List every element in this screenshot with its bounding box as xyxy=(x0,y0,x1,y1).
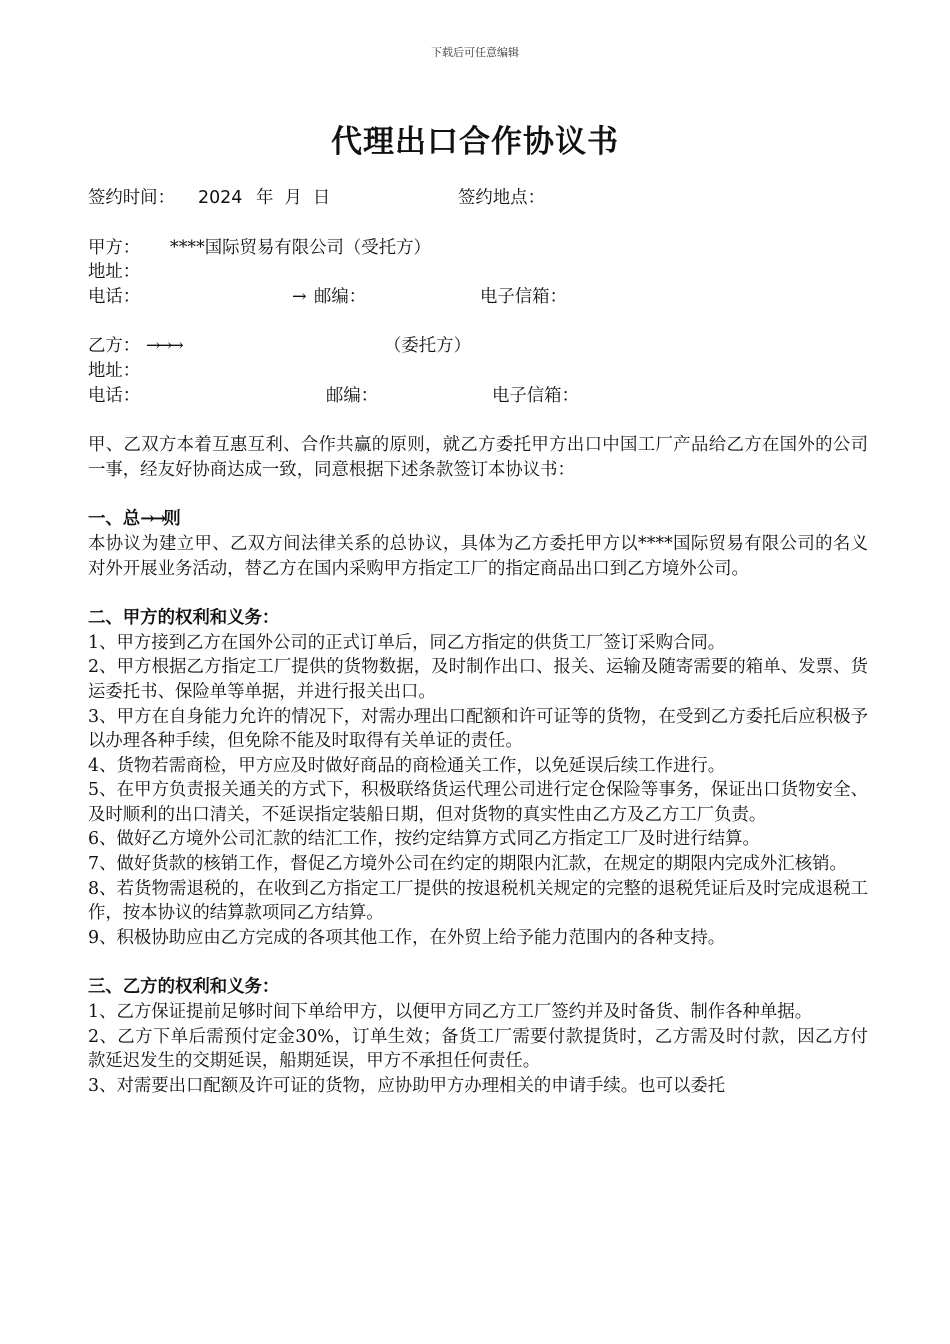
list-item: 1、乙方保证提前足够时间下单给甲方，以便甲方同乙方工厂签约并及时备货、制作各种单据。 xyxy=(88,1002,813,1023)
party-a-address xyxy=(88,260,868,285)
list-item: 5、在甲方负责报关通关的方式下，积极联络货运代理公司进行定仓保险等事务，保证出口货物安全、及时顺利的出口清关，不延误指定装船日期，但对货物的真实性由乙方及乙方工厂负责。 xyxy=(88,780,868,825)
party-b-label: 乙方： xyxy=(88,336,141,357)
section-general-heading xyxy=(88,507,868,532)
section-general-heading-b: 则 xyxy=(163,509,181,530)
party-b-line xyxy=(88,334,868,359)
sign-date-units: 年 月 日 xyxy=(256,188,331,208)
party-a-label: 甲方： xyxy=(88,237,141,258)
list-item: 4、货物若需商检，甲方应及时做好商品的商检通关工作，以免延误后续工作进行。 xyxy=(88,755,726,776)
list-item: 1、甲方接到乙方在国外公司的正式订单后，同乙方指定的供货工厂签订采购合同。 xyxy=(88,632,726,653)
party-b-postcode-label: 邮编： xyxy=(326,385,379,406)
list-item: 2、乙方下单后需预付定金30%，订单生效；备货工厂需要付款提货时，乙方需及时付款，因乙方付款延迟发生的交期延误，船期延误，甲方不承担任何责任。 xyxy=(88,1026,868,1072)
signing-line xyxy=(88,186,868,211)
section-party-a-heading: 二、甲方的权利和义务： xyxy=(88,608,280,629)
party-a-address-label: 地址： xyxy=(88,262,141,283)
intro-paragraph: 甲、乙双方本着互惠互利、合作共赢的原则，就乙方委托甲方出口中国工厂产品给乙方在国外的公司一事，经友好协商达成一致，同意根据下述条款签订本协议书： xyxy=(88,435,868,480)
party-b-contact xyxy=(88,384,868,409)
list-item: 9、积极协助应由乙方完成的各项其他工作，在外贸上给予能力范围内的各种支持。 xyxy=(88,927,726,948)
sign-place-label: 签约地点： xyxy=(458,188,545,208)
list-item: 6、做好乙方境外公司汇款的结汇工作，按约定结算方式同乙方指定工厂及时进行结算。 xyxy=(88,829,760,850)
document-title: 代理出口合作协议书 xyxy=(331,124,619,160)
party-b-phone-label: 电话： xyxy=(88,385,141,406)
sign-year: 2024 xyxy=(198,188,243,208)
party-b-email-label: 电子信箱： xyxy=(492,385,579,406)
section-general-heading-a: 一、总 xyxy=(88,509,141,530)
section-party-b-heading: 三、乙方的权利和义务： xyxy=(88,977,280,998)
party-b-address xyxy=(88,359,868,384)
list-item: 3、对需要出口配额及许可证的货物，应协助甲方办理相关的申请手续。也可以委托 xyxy=(88,1075,726,1096)
party-a-contact xyxy=(88,285,868,310)
party-a-arrow: → xyxy=(292,286,307,307)
party-a-line xyxy=(88,236,868,261)
list-item: 8、若货物需退税的，在收到乙方指定工厂提供的按退税机关规定的完整的退税凭证后及时完成退税工作，按本协议的结算款项同乙方结算。 xyxy=(88,878,868,924)
section-general xyxy=(88,507,868,581)
party-a-postcode-label: 邮编： xyxy=(314,286,367,307)
section-party-a-duties xyxy=(88,606,868,950)
party-a-name: ****国际贸易有限公司（受托方） xyxy=(170,237,431,258)
section-general-heading-arrows: →→ xyxy=(140,509,164,530)
party-b-arrows: →→→ xyxy=(146,336,181,357)
section-general-body: 本协议为建立甲、乙双方间法律关系的总协议，具体为乙方委托甲方以****国际贸易有限公司的名义对外开展业务活动，替乙方在国内采购甲方指定工厂的指定商品出口到乙方境外公司。 xyxy=(88,533,868,579)
document-body xyxy=(88,186,868,1098)
header-note: 下载后可任意编辑 xyxy=(431,46,519,59)
section-party-b-duties xyxy=(88,975,868,1098)
list-item: 3、甲方在自身能力允许的情况下，对需办理出口配额和许可证等的货物，在受到乙方委托后应积极予以办理各种手续，但免除不能及时取得有关单证的责任。 xyxy=(88,706,868,752)
sign-time-label: 签约时间： xyxy=(88,188,175,208)
party-b-address-label: 地址： xyxy=(88,360,141,381)
party-a-phone-label: 电话： xyxy=(88,286,141,307)
list-item: 2、甲方根据乙方指定工厂提供的货物数据，及时制作出口、报关、运输及随寄需要的箱单、发票、货运委托书、保险单等单据，并进行报关出口。 xyxy=(88,657,868,702)
party-b-role: （委托方） xyxy=(384,336,471,357)
party-a-email-label: 电子信箱： xyxy=(480,286,567,307)
list-item: 7、做好货款的核销工作，督促乙方境外公司在约定的期限内汇款，在规定的期限内完成外汇核销。 xyxy=(88,854,847,875)
